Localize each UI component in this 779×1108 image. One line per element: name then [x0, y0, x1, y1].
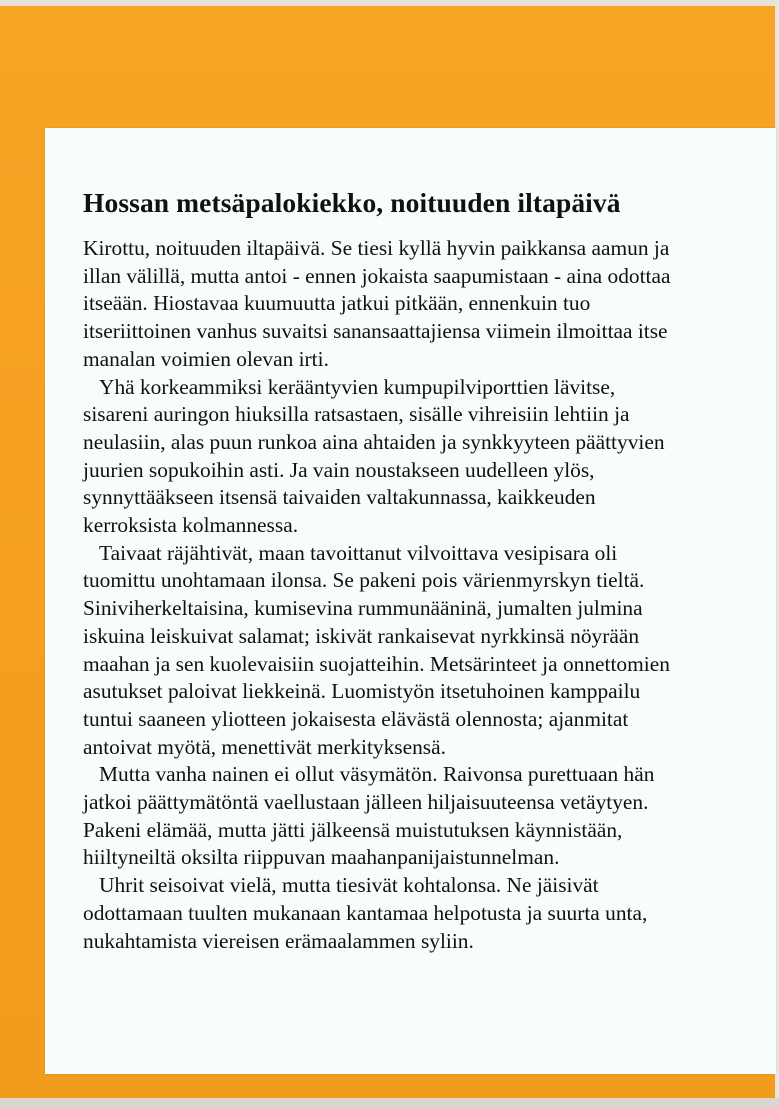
- paragraph-4: Mutta vanha nainen ei ollut väsymätön. Raivonsa purettuaan hän jatkoi päättymätöntä vaellustaan jälleen hiljaisuuteensa vetäytyen. Pakeni elämää, mutta jätti jälkeensä muistutuksen käynnistään, hiiltyneiltä oksilta riippuvan maahanpanijaistunnelman.: [83, 762, 655, 870]
- paragraph-5: Uhrit seisoivat vielä, mutta tiesivät kohtalonsa. Ne jäisivät odottamaan tuulten mukanaan kantamaa helpotusta ja suurta unta, nukahtamista viereisen erämaalammen syliin.: [83, 873, 648, 953]
- paragraph-1: Kirottu, noituuden iltapäivä. Se tiesi kyllä hyvin paikkansa aamun ja illan välillä, mutta antoi - ennen jokaista saapumistaan - aina odottaa itseään. Hiostavaa kuumuutta jatkui pitkään, ennenkuin tuo itseriittoinen vanhus suvaitsi sanansaattajiensa viimein ilmoittaa itse manalan voimien olevan irti.: [83, 236, 671, 371]
- document-body: [83, 235, 756, 955]
- scan-edge-bottom: [0, 1098, 779, 1108]
- paper-sheet: [45, 128, 776, 1074]
- document-title: Hossan metsäpalokiekko, noituuden iltapäivä: [83, 187, 621, 218]
- paragraph-3: Taivaat räjähtivät, maan tavoittanut vilvoittava vesipisara oli tuomittu unohtamaan ilonsa. Se pakeni pois värienmyrskyn tieltä. Siniviherkeltaisina, kumisevina rummunääninä, jumalten julmina iskuina leiskuivat salamat; iskivät rankaisevat nyrkkinsä nöyrään maahan ja sen kuolevaisiin suojatteihin. Metsärinteet ja onnettomien asutukset paloivat liekkeinä. Luomistyön itsetuhoinen kamppailu tuntui saaneen yliotteen jokaisesta elävästä olennosta; ajanmitat antoivat myötä, menettivät merkityksensä.: [83, 540, 670, 759]
- scan-edge-top: [0, 0, 779, 6]
- paragraph-2: Yhä korkeammiksi kerääntyvien kumpupilviporttien lävitse, sisareni auringon hiuksilla ratsastaen, sisälle vihreisiin lehtiin ja neulasiin, alas puun runkoa aina ahtaiden ja synkkyyteen päättyvien juurien sopukoihin asti. Ja vain noustakseen uudelleen ylös, synnyttääkseen itsensä taivaiden valtakunnassa, kaikkeuden kerroksista kolmannessa.: [83, 374, 665, 538]
